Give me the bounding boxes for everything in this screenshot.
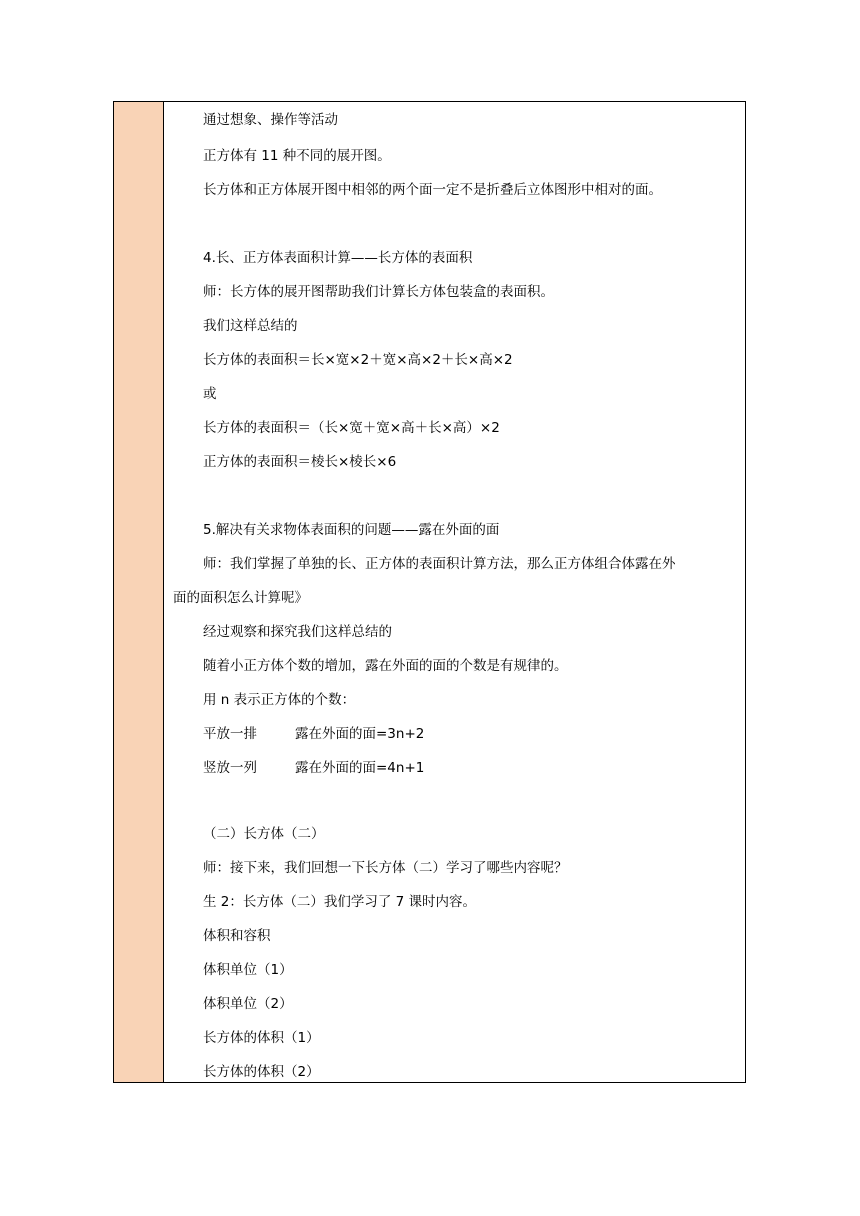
text-line-primary: 正方体的表面积＝棱长×棱长×6: [203, 454, 397, 470]
text-line: [203, 926, 271, 946]
text-line: [203, 724, 424, 744]
text-line: [203, 824, 325, 844]
text-line-primary: 竖放一列: [203, 760, 257, 776]
text-line: [203, 960, 293, 980]
text-line-primary: 长方体和正方体展开图中相邻的两个面一定不是折叠后立体图形中相对的面。: [203, 182, 662, 198]
text-line-primary: 师：接下来，我们回想一下长方体（二）学习了哪些内容呢？: [203, 860, 568, 876]
text-line-primary: 随着小正方体个数的增加，露在外面的面的个数是有规律的。: [203, 658, 568, 674]
text-line-primary: 长方体的表面积＝（长×宽＋宽×高＋长×高）×2: [203, 420, 500, 436]
lesson-table: [113, 101, 746, 1083]
text-line-secondary: 露在外面的面=4n+1: [295, 760, 425, 776]
text-line-primary: 正方体有 11 种不同的展开图。: [203, 148, 391, 164]
text-line: [203, 110, 338, 130]
text-line: [203, 146, 391, 166]
text-line: [203, 758, 424, 778]
text-line-primary: （二）长方体（二）: [203, 826, 325, 842]
text-line-primary: 体积单位（2）: [203, 996, 293, 1012]
text-line: [203, 316, 298, 336]
text-line: [203, 282, 554, 302]
text-line: [203, 554, 676, 574]
text-line-primary: 用 n 表示正方体的个数：: [203, 692, 356, 708]
text-line-primary: 体积单位（1）: [203, 962, 293, 978]
text-line: [203, 622, 392, 642]
text-line: [173, 588, 308, 608]
text-line: [203, 892, 476, 912]
text-line-primary: 长方体的表面积＝长×宽×2＋宽×高×2＋长×高×2: [203, 352, 513, 368]
text-line-primary: 师：我们掌握了单独的长、正方体的表面积计算方法，那么正方体组合体露在外: [203, 556, 676, 572]
text-line-primary: 通过想象、操作等活动: [203, 112, 338, 128]
text-line: [203, 418, 500, 438]
text-line: [203, 994, 293, 1014]
text-line: [203, 1028, 320, 1048]
text-line-primary: 生 2：长方体（二）我们学习了 7 课时内容。: [203, 894, 477, 910]
text-line-primary: 或: [203, 386, 217, 402]
text-line: [203, 858, 568, 878]
table-left-column: [114, 102, 164, 1082]
text-line: [203, 656, 568, 676]
text-line-primary: 我们这样总结的: [203, 318, 298, 334]
text-line: [203, 384, 217, 404]
text-line: [203, 1062, 320, 1082]
text-line-primary: 5.解决有关求物体表面积的问题——露在外面的面: [203, 522, 500, 538]
text-line: [203, 690, 355, 710]
text-line-primary: 经过观察和探究我们这样总结的: [203, 624, 392, 640]
text-line: [203, 452, 396, 472]
text-line-primary: 长方体的体积（2）: [203, 1064, 320, 1080]
table-content-cell: [165, 102, 745, 1082]
text-line: [203, 520, 499, 540]
text-line-secondary: 露在外面的面=3n+2: [295, 726, 425, 742]
text-line: [203, 248, 472, 268]
text-line: [203, 180, 662, 200]
text-line-primary: 体积和容积: [203, 928, 271, 944]
text-line-primary: 4.长、正方体表面积计算——长方体的表面积: [203, 250, 473, 266]
text-line-primary: 平放一排: [203, 726, 257, 742]
text-line-primary: 师：长方体的展开图帮助我们计算长方体包装盒的表面积。: [203, 284, 554, 300]
text-line: [203, 350, 513, 370]
text-line-primary: 面的面积怎么计算呢》: [173, 590, 308, 606]
text-line-primary: 长方体的体积（1）: [203, 1030, 320, 1046]
